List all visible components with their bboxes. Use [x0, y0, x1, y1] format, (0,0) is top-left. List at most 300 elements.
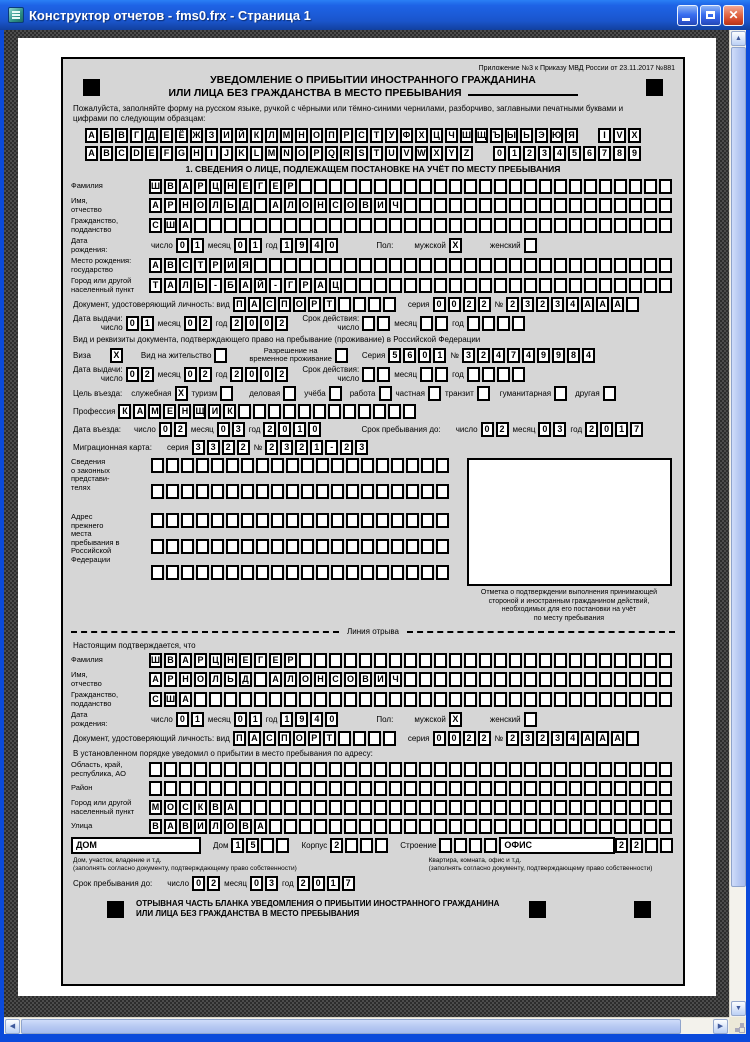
char-box[interactable]: [359, 179, 372, 194]
char-box[interactable]: 2: [265, 440, 278, 455]
char-box[interactable]: 2: [463, 297, 476, 312]
char-box[interactable]: [376, 458, 389, 473]
char-box[interactable]: А: [164, 819, 177, 834]
char-box[interactable]: [224, 762, 237, 777]
char-box[interactable]: [494, 800, 507, 815]
char-box[interactable]: L: [250, 146, 263, 161]
char-box[interactable]: [509, 179, 522, 194]
char-box[interactable]: 0: [418, 348, 431, 363]
char-box[interactable]: [449, 198, 462, 213]
char-box[interactable]: I: [598, 128, 611, 143]
char-box[interactable]: А: [581, 297, 594, 312]
char-box[interactable]: Е: [160, 128, 173, 143]
char-box[interactable]: [584, 653, 597, 668]
char-box[interactable]: [239, 762, 252, 777]
char-box[interactable]: [404, 179, 417, 194]
char-box[interactable]: 0: [260, 316, 273, 331]
char-box[interactable]: 0: [325, 712, 338, 727]
char-box[interactable]: 0: [126, 367, 139, 382]
char-box[interactable]: Р: [284, 653, 297, 668]
char-box[interactable]: [376, 539, 389, 554]
char-box[interactable]: [359, 781, 372, 796]
char-box[interactable]: T: [370, 146, 383, 161]
char-box[interactable]: [166, 458, 179, 473]
char-box[interactable]: 0: [176, 712, 189, 727]
char-box[interactable]: Р: [284, 179, 297, 194]
char-box[interactable]: [479, 258, 492, 273]
char-box[interactable]: И: [220, 128, 233, 143]
char-box[interactable]: [271, 513, 284, 528]
char-box[interactable]: [181, 513, 194, 528]
char-box[interactable]: 2: [496, 422, 509, 437]
char-box[interactable]: 1: [249, 238, 262, 253]
char-box[interactable]: [286, 513, 299, 528]
char-box[interactable]: 4: [566, 731, 579, 746]
char-box[interactable]: [419, 653, 432, 668]
char-box[interactable]: [419, 672, 432, 687]
char-box[interactable]: [301, 484, 314, 499]
char-box[interactable]: [629, 198, 642, 213]
char-box[interactable]: С: [149, 218, 162, 233]
char-box[interactable]: [419, 179, 432, 194]
char-box[interactable]: А: [611, 731, 624, 746]
char-box[interactable]: X: [175, 386, 188, 401]
char-box[interactable]: [494, 762, 507, 777]
char-box[interactable]: 1: [231, 838, 244, 853]
char-box[interactable]: Н: [179, 672, 192, 687]
char-box[interactable]: Ш: [149, 653, 162, 668]
char-box[interactable]: [374, 179, 387, 194]
char-box[interactable]: [539, 258, 552, 273]
char-box[interactable]: [239, 781, 252, 796]
char-box[interactable]: X: [110, 348, 123, 363]
close-button[interactable]: [723, 5, 744, 26]
char-box[interactable]: [584, 781, 597, 796]
char-box[interactable]: [599, 653, 612, 668]
char-box[interactable]: 4: [310, 712, 323, 727]
char-box[interactable]: Т: [149, 278, 162, 293]
char-box[interactable]: П: [278, 731, 291, 746]
char-box[interactable]: [316, 458, 329, 473]
char-box[interactable]: I: [205, 146, 218, 161]
char-box[interactable]: [524, 819, 537, 834]
char-box[interactable]: Ё: [175, 128, 188, 143]
char-box[interactable]: [434, 762, 447, 777]
char-box[interactable]: 3: [207, 440, 220, 455]
char-box[interactable]: [659, 218, 672, 233]
char-box[interactable]: Л: [284, 672, 297, 687]
char-box[interactable]: [388, 404, 401, 419]
char-box[interactable]: [346, 539, 359, 554]
char-box[interactable]: [569, 781, 582, 796]
char-box[interactable]: А: [248, 731, 261, 746]
char-box[interactable]: 0: [278, 422, 291, 437]
char-box[interactable]: [584, 258, 597, 273]
char-box[interactable]: [614, 672, 627, 687]
char-box[interactable]: [449, 653, 462, 668]
char-box[interactable]: 3: [521, 731, 534, 746]
char-box[interactable]: [428, 386, 441, 401]
char-box[interactable]: Ж: [190, 128, 203, 143]
char-box[interactable]: Д: [145, 128, 158, 143]
char-box[interactable]: [554, 800, 567, 815]
char-box[interactable]: [181, 484, 194, 499]
char-box[interactable]: 4: [553, 146, 566, 161]
char-box[interactable]: [449, 218, 462, 233]
char-box[interactable]: И: [374, 198, 387, 213]
char-box[interactable]: П: [233, 297, 246, 312]
char-box[interactable]: Е: [239, 179, 252, 194]
char-box[interactable]: [659, 258, 672, 273]
char-box[interactable]: [269, 781, 282, 796]
char-box[interactable]: [376, 484, 389, 499]
char-box[interactable]: 0: [433, 731, 446, 746]
char-box[interactable]: S: [355, 146, 368, 161]
char-box[interactable]: [614, 800, 627, 815]
char-box[interactable]: V: [613, 128, 626, 143]
char-box[interactable]: [554, 278, 567, 293]
char-box[interactable]: [539, 653, 552, 668]
char-box[interactable]: С: [329, 198, 342, 213]
char-box[interactable]: И: [224, 258, 237, 273]
char-box[interactable]: [599, 198, 612, 213]
char-box[interactable]: 3: [232, 422, 245, 437]
char-box[interactable]: Д: [239, 198, 252, 213]
char-box[interactable]: [554, 179, 567, 194]
char-box[interactable]: [434, 800, 447, 815]
char-box[interactable]: [434, 258, 447, 273]
char-box[interactable]: [539, 278, 552, 293]
char-box[interactable]: 9: [537, 348, 550, 363]
char-box[interactable]: [629, 218, 642, 233]
char-box[interactable]: Р: [308, 297, 321, 312]
char-box[interactable]: [467, 316, 480, 331]
char-box[interactable]: Л: [179, 278, 192, 293]
char-box[interactable]: Р: [164, 198, 177, 213]
char-box[interactable]: 1: [327, 876, 340, 891]
char-box[interactable]: П: [278, 297, 291, 312]
char-box[interactable]: [509, 781, 522, 796]
char-box[interactable]: [435, 367, 448, 382]
char-box[interactable]: [209, 762, 222, 777]
char-box[interactable]: [329, 762, 342, 777]
char-box[interactable]: [644, 218, 657, 233]
char-box[interactable]: 2: [330, 838, 343, 853]
char-box[interactable]: В: [359, 198, 372, 213]
char-box[interactable]: 0: [217, 422, 230, 437]
char-box[interactable]: 2: [506, 731, 519, 746]
maximize-button[interactable]: [700, 5, 721, 26]
char-box[interactable]: [539, 179, 552, 194]
char-box[interactable]: [389, 258, 402, 273]
char-box[interactable]: [479, 179, 492, 194]
char-box[interactable]: [436, 539, 449, 554]
char-box[interactable]: Ь: [194, 278, 207, 293]
char-box[interactable]: 2: [263, 422, 276, 437]
char-box[interactable]: А: [224, 800, 237, 815]
char-box[interactable]: [434, 692, 447, 707]
char-box[interactable]: U: [385, 146, 398, 161]
char-box[interactable]: Н: [224, 179, 237, 194]
char-box[interactable]: [375, 838, 388, 853]
char-box[interactable]: [149, 781, 162, 796]
char-box[interactable]: 3: [538, 146, 551, 161]
char-box[interactable]: О: [224, 819, 237, 834]
char-box[interactable]: О: [310, 128, 323, 143]
char-box[interactable]: [224, 218, 237, 233]
char-box[interactable]: [603, 386, 616, 401]
char-box[interactable]: X: [449, 712, 462, 727]
char-box[interactable]: 0: [184, 316, 197, 331]
char-box[interactable]: [256, 539, 269, 554]
char-box[interactable]: [374, 781, 387, 796]
char-box[interactable]: 1: [280, 712, 293, 727]
char-box[interactable]: [316, 539, 329, 554]
char-box[interactable]: В: [164, 258, 177, 273]
char-box[interactable]: Р: [209, 258, 222, 273]
char-box[interactable]: [331, 484, 344, 499]
char-box[interactable]: [644, 672, 657, 687]
char-box[interactable]: [314, 800, 327, 815]
char-box[interactable]: А: [248, 297, 261, 312]
char-box[interactable]: А: [179, 179, 192, 194]
char-box[interactable]: [220, 386, 233, 401]
char-box[interactable]: [614, 278, 627, 293]
char-box[interactable]: О: [344, 672, 357, 687]
char-box[interactable]: 2: [230, 316, 243, 331]
char-box[interactable]: [404, 258, 417, 273]
char-box[interactable]: [196, 484, 209, 499]
char-box[interactable]: [314, 692, 327, 707]
char-box[interactable]: 0: [260, 367, 273, 382]
char-box[interactable]: [539, 672, 552, 687]
char-box[interactable]: [406, 565, 419, 580]
char-box[interactable]: [391, 484, 404, 499]
char-box[interactable]: М: [149, 800, 162, 815]
char-box[interactable]: 9: [295, 238, 308, 253]
char-box[interactable]: [479, 672, 492, 687]
char-box[interactable]: [211, 458, 224, 473]
char-box[interactable]: [226, 513, 239, 528]
char-box[interactable]: [584, 692, 597, 707]
char-box[interactable]: J: [220, 146, 233, 161]
char-box[interactable]: Ч: [389, 672, 402, 687]
text-field[interactable]: ДОМ: [71, 837, 201, 854]
char-box[interactable]: [194, 218, 207, 233]
char-box[interactable]: Й: [235, 128, 248, 143]
char-box[interactable]: С: [179, 258, 192, 273]
char-box[interactable]: [389, 278, 402, 293]
char-box[interactable]: К: [250, 128, 263, 143]
char-box[interactable]: А: [596, 297, 609, 312]
char-box[interactable]: -: [269, 278, 282, 293]
char-box[interactable]: [494, 672, 507, 687]
char-box[interactable]: [629, 781, 642, 796]
char-box[interactable]: Х: [415, 128, 428, 143]
char-box[interactable]: [599, 692, 612, 707]
char-box[interactable]: [436, 458, 449, 473]
char-box[interactable]: О: [299, 198, 312, 213]
char-box[interactable]: Н: [314, 672, 327, 687]
char-box[interactable]: [479, 762, 492, 777]
char-box[interactable]: [659, 692, 672, 707]
char-box[interactable]: [494, 278, 507, 293]
char-box[interactable]: [346, 565, 359, 580]
char-box[interactable]: [599, 672, 612, 687]
char-box[interactable]: [269, 800, 282, 815]
char-box[interactable]: В: [164, 179, 177, 194]
char-box[interactable]: [524, 198, 537, 213]
char-box[interactable]: [343, 404, 356, 419]
char-box[interactable]: Ю: [550, 128, 563, 143]
char-box[interactable]: [464, 762, 477, 777]
char-box[interactable]: Л: [265, 128, 278, 143]
char-box[interactable]: У: [385, 128, 398, 143]
char-box[interactable]: [253, 404, 266, 419]
char-box[interactable]: [374, 278, 387, 293]
char-box[interactable]: 2: [141, 367, 154, 382]
char-box[interactable]: [599, 819, 612, 834]
char-box[interactable]: [509, 278, 522, 293]
char-box[interactable]: [338, 297, 351, 312]
char-box[interactable]: [283, 386, 296, 401]
char-box[interactable]: 2: [222, 440, 235, 455]
char-box[interactable]: [344, 781, 357, 796]
char-box[interactable]: О: [299, 672, 312, 687]
char-box[interactable]: [238, 404, 251, 419]
char-box[interactable]: [454, 838, 467, 853]
char-box[interactable]: 5: [246, 838, 259, 853]
char-box[interactable]: П: [325, 128, 338, 143]
char-box[interactable]: 6: [583, 146, 596, 161]
char-box[interactable]: [479, 800, 492, 815]
char-box[interactable]: 4: [566, 297, 579, 312]
char-box[interactable]: 2: [477, 348, 490, 363]
char-box[interactable]: [254, 762, 267, 777]
char-box[interactable]: [599, 781, 612, 796]
char-box[interactable]: [524, 781, 537, 796]
char-box[interactable]: В: [179, 819, 192, 834]
char-box[interactable]: [464, 653, 477, 668]
char-box[interactable]: [361, 484, 374, 499]
char-box[interactable]: 2: [230, 367, 243, 382]
char-box[interactable]: [614, 218, 627, 233]
char-box[interactable]: P: [310, 146, 323, 161]
char-box[interactable]: 2: [506, 297, 519, 312]
char-box[interactable]: [224, 692, 237, 707]
char-box[interactable]: [524, 800, 537, 815]
char-box[interactable]: [299, 653, 312, 668]
char-box[interactable]: [149, 762, 162, 777]
char-box[interactable]: [241, 565, 254, 580]
char-box[interactable]: [241, 539, 254, 554]
char-box[interactable]: [509, 198, 522, 213]
char-box[interactable]: А: [149, 672, 162, 687]
char-box[interactable]: М: [148, 404, 161, 419]
char-box[interactable]: [331, 565, 344, 580]
char-box[interactable]: [391, 513, 404, 528]
char-box[interactable]: [569, 198, 582, 213]
char-box[interactable]: Л: [209, 198, 222, 213]
char-box[interactable]: [301, 458, 314, 473]
char-box[interactable]: [374, 762, 387, 777]
char-box[interactable]: [524, 238, 537, 253]
char-box[interactable]: 8: [613, 146, 626, 161]
char-box[interactable]: [554, 198, 567, 213]
char-box[interactable]: [194, 762, 207, 777]
char-box[interactable]: 3: [280, 440, 293, 455]
char-box[interactable]: 0: [308, 422, 321, 437]
minimize-button[interactable]: [677, 5, 698, 26]
char-box[interactable]: F: [160, 146, 173, 161]
char-box[interactable]: 2: [478, 731, 491, 746]
char-box[interactable]: [464, 781, 477, 796]
scroll-up-icon[interactable]: ▲: [731, 31, 746, 46]
char-box[interactable]: [377, 367, 390, 382]
char-box[interactable]: [449, 819, 462, 834]
char-box[interactable]: 3: [553, 422, 566, 437]
char-box[interactable]: [346, 513, 359, 528]
char-box[interactable]: 2: [536, 731, 549, 746]
char-box[interactable]: В: [115, 128, 128, 143]
char-box[interactable]: [241, 513, 254, 528]
char-box[interactable]: [554, 653, 567, 668]
char-box[interactable]: [166, 513, 179, 528]
char-box[interactable]: [391, 565, 404, 580]
char-box[interactable]: [554, 386, 567, 401]
char-box[interactable]: [659, 672, 672, 687]
char-box[interactable]: [434, 781, 447, 796]
char-box[interactable]: 2: [536, 297, 549, 312]
char-box[interactable]: [226, 565, 239, 580]
char-box[interactable]: [434, 653, 447, 668]
char-box[interactable]: [344, 653, 357, 668]
char-box[interactable]: Л: [209, 819, 222, 834]
char-box[interactable]: Я: [565, 128, 578, 143]
horizontal-scroll-thumb[interactable]: [21, 1019, 681, 1034]
char-box[interactable]: Н: [178, 404, 191, 419]
char-box[interactable]: Ч: [389, 198, 402, 213]
char-box[interactable]: [299, 218, 312, 233]
char-box[interactable]: [209, 218, 222, 233]
char-box[interactable]: А: [314, 278, 327, 293]
char-box[interactable]: [421, 565, 434, 580]
char-box[interactable]: Р: [340, 128, 353, 143]
char-box[interactable]: 0: [245, 367, 258, 382]
char-box[interactable]: 2: [340, 440, 353, 455]
char-box[interactable]: [494, 819, 507, 834]
char-box[interactable]: [467, 367, 480, 382]
char-box[interactable]: К: [223, 404, 236, 419]
char-box[interactable]: [584, 819, 597, 834]
char-box[interactable]: [344, 762, 357, 777]
char-box[interactable]: G: [175, 146, 188, 161]
char-box[interactable]: [376, 565, 389, 580]
char-box[interactable]: V: [400, 146, 413, 161]
char-box[interactable]: [404, 692, 417, 707]
vertical-scrollbar[interactable]: [729, 30, 746, 1017]
char-box[interactable]: [359, 653, 372, 668]
char-box[interactable]: [449, 800, 462, 815]
title-bar[interactable]: [0, 0, 750, 30]
char-box[interactable]: О: [293, 731, 306, 746]
char-box[interactable]: И: [208, 404, 221, 419]
char-box[interactable]: И: [194, 819, 207, 834]
char-box[interactable]: [629, 278, 642, 293]
char-box[interactable]: [614, 258, 627, 273]
char-box[interactable]: [344, 278, 357, 293]
char-box[interactable]: [464, 800, 477, 815]
